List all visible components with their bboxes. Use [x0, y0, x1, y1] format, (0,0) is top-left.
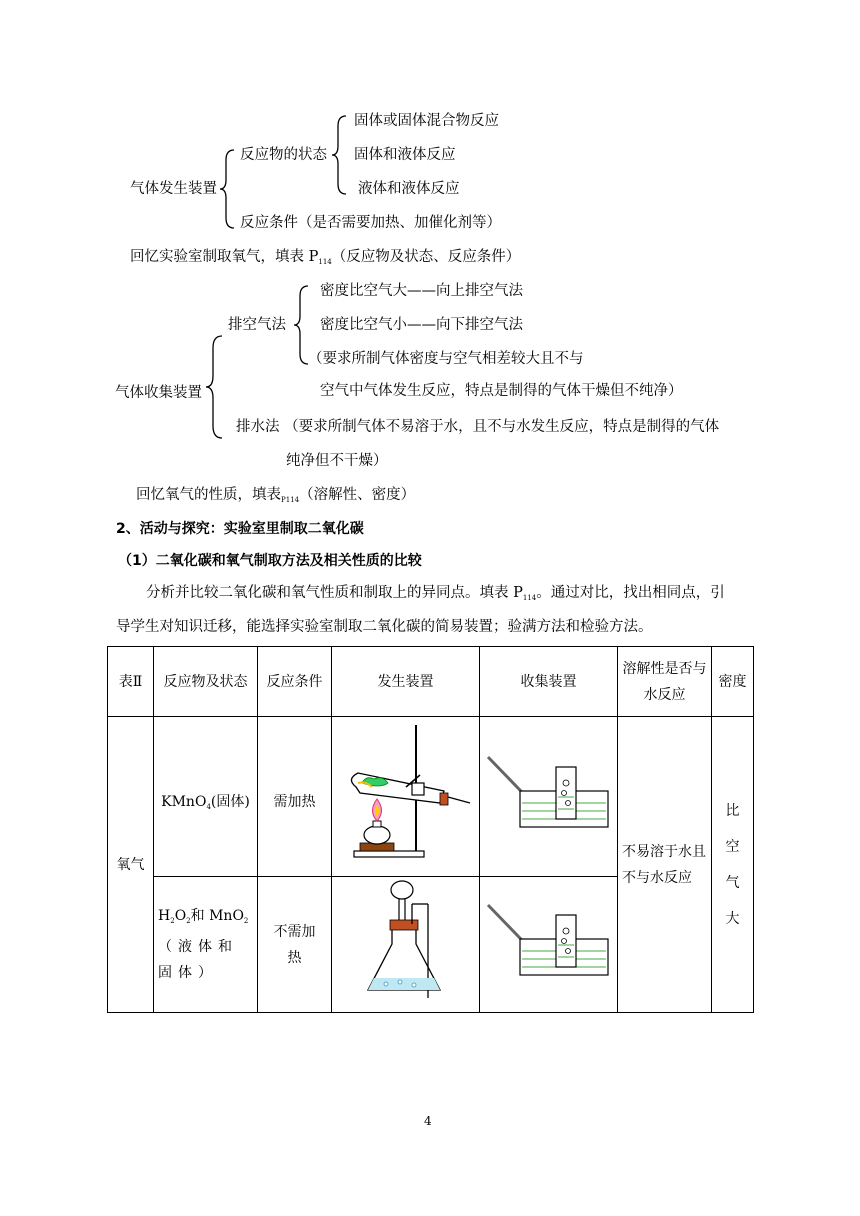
row1-collector-cell: [480, 717, 618, 877]
row1-generator-cell: [332, 717, 480, 877]
page-number: 4: [424, 1114, 432, 1128]
paragraph-line2: 导学生对知识迁移，能选择实验室制取二氧化碳的简易装置；验满方法和检验方法。: [116, 619, 653, 635]
brace-air-method: [292, 284, 312, 366]
header-reactant: 反应物及状态: [154, 647, 258, 717]
air-lighter: 密度比空气小——向下排空气法: [320, 317, 523, 333]
water-method-line2: 纯净但不干燥）: [286, 453, 388, 469]
recall-oxygen: 回忆实验室制取氧气，填表 $P_{114}$（反应物及状态、反应条件）: [130, 249, 521, 266]
header-density: 密度: [712, 647, 754, 717]
header-collector: 收集装置: [480, 647, 618, 717]
row1-condition: 需加热: [258, 717, 332, 877]
solubility-cell: 不易溶于水且不与水反应: [618, 717, 712, 1013]
header-generator: 发生装置: [332, 647, 480, 717]
air-denser: 密度比空气大——向上排空气法: [320, 283, 523, 299]
water-collection-diagram-1: [484, 747, 614, 837]
row2-reactant: $H_2O_2$和 MnO$_2$ （液体和固体）: [154, 877, 258, 1013]
paragraph-line1: 分析并比较二氧化碳和氧气性质和制取上的异同点。填表 $P_{114}$。通过对比，找出相同点，引: [146, 585, 725, 602]
row1-reactant: KMnO$_4$(固体): [154, 717, 258, 877]
water-collection-diagram-2: [484, 895, 614, 985]
air-method-label: 排空气法: [228, 317, 286, 333]
header-solubility: 溶解性是否与水反应: [618, 647, 712, 717]
brace-generator: [218, 148, 238, 230]
row2-condition: 不需加热: [258, 877, 332, 1013]
air-requirement-2: 空气中气体发生反应，特点是制得的气体干燥但不纯净）: [320, 383, 683, 399]
reactant-state-sub2: 固体和液体反应: [354, 147, 456, 163]
reaction-condition: 反应条件（是否需要加热、加催化剂等）: [240, 215, 501, 231]
brace-collector: [204, 334, 226, 440]
density-cell: 比空气大: [712, 717, 754, 1013]
header-condition: 反应条件: [258, 647, 332, 717]
reactant-state-label: 反应物的状态: [240, 147, 327, 163]
flask-apparatus-diagram: [356, 878, 456, 1002]
generator-label: 气体发生装置: [130, 181, 217, 197]
gas-oxygen: 氧气: [108, 717, 154, 1013]
heating-apparatus-diagram: [336, 717, 476, 867]
brace-reactant-state: [330, 114, 350, 196]
recall-props: 回忆氧气的性质，填表$_{P114}$（溶解性、密度）: [136, 487, 416, 504]
header-table-label: 表Ⅱ: [108, 647, 154, 717]
reactant-state-sub3: 液体和液体反应: [358, 181, 460, 197]
water-method-line1: 排水法 （要求所制气体不易溶于水，且不与水发生反应，特点是制得的气体: [236, 419, 720, 435]
heading-2: 2、活动与探究：实验室里制取二氧化碳: [116, 521, 364, 537]
reactant-state-sub1: 固体或固体混合物反应: [354, 113, 499, 129]
air-requirement-1: （要求所制气体密度与空气相差较大且不与: [308, 351, 584, 367]
collector-label: 气体收集装置: [115, 385, 202, 401]
heading-2-1: （1）二氧化碳和氧气制取方法及相关性质的比较: [118, 553, 422, 569]
row2-collector-cell: [480, 877, 618, 1013]
row2-generator-cell: [332, 877, 480, 1013]
comparison-table: [107, 646, 754, 1013]
